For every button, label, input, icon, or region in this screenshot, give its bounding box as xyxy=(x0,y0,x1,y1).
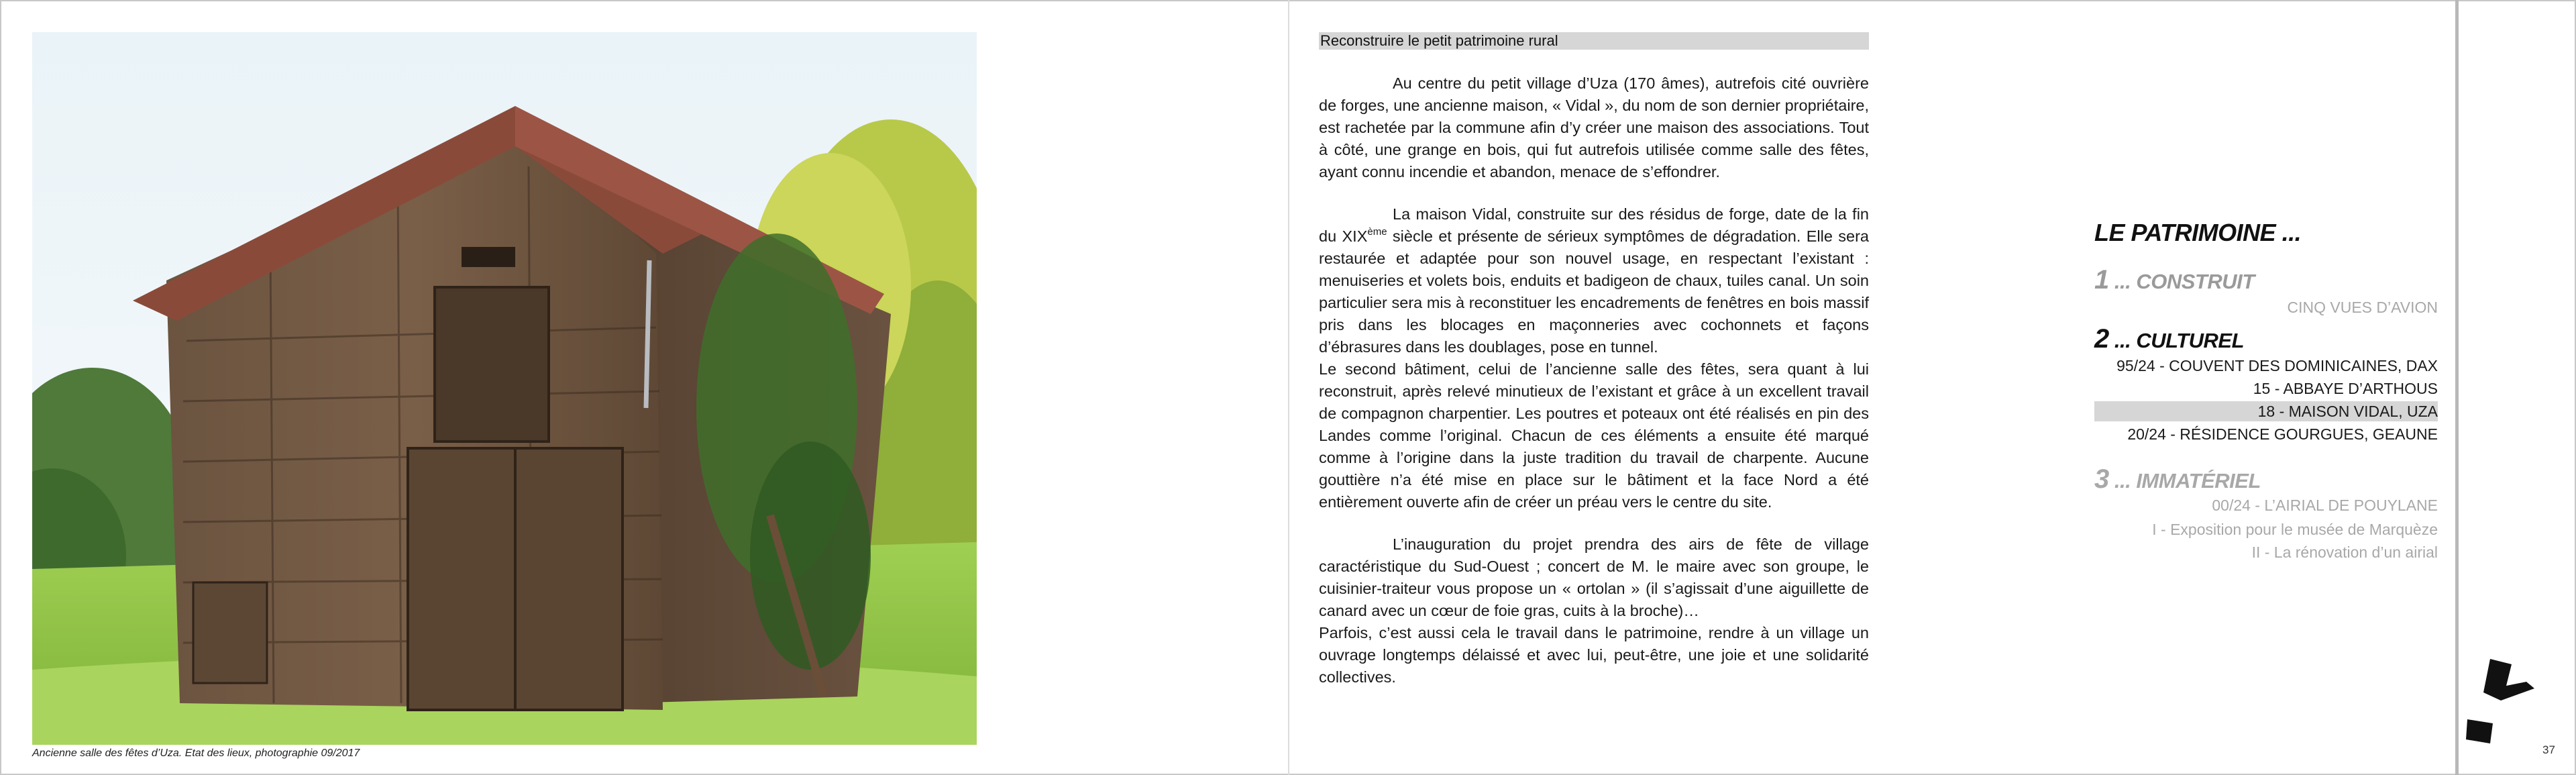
toc-item[interactable]: 20/24 - RÉSIDENCE GOURGUES, GEAUNE xyxy=(2127,425,2438,443)
toc-item[interactable]: 15 - ABBAYE D’ARTHOUS xyxy=(2253,380,2438,397)
toc-item[interactable]: 00/24 - L’AIRIAL DE POUYLANE xyxy=(2212,497,2438,514)
paragraph-2 xyxy=(1319,203,1869,358)
toc-section-3-label: ... IMMATÉRIEL xyxy=(2108,469,2261,493)
toc-item[interactable]: 95/24 - COUVENT DES DOMINICAINES, DAX xyxy=(2116,357,2438,374)
superscript-eme: ème xyxy=(1367,226,1387,238)
toc-item[interactable]: I - Exposition pour le musée de Marquèze xyxy=(2152,521,2438,538)
toc-title: LE PATRIMOINE ... xyxy=(2094,219,2302,246)
toc-item[interactable]: CINQ VUES D’AVION xyxy=(2287,299,2438,316)
paragraph-1: Au centre du petit village d’Uza (170 âmes), autrefois cité ouvrière de forges, une ancienne maison, « Vidal », du nom de son dernier propriétaire, est rachetée par la commune afin d’y créer une maison des associations. Tout à côté, une grange en bois, qui fut autrefois utilisée comme salle des fêtes, ayant connu incendie et abandon, menace de s’effondrer. xyxy=(1319,74,1869,180)
article-body xyxy=(1319,72,1869,688)
paragraph-4: L’inauguration du projet prendra des airs de fête de village caractéristique du Sud-Ouest ; concert de M. le maire avec son groupe, le cuisinier-traiteur vous propose un « ortolan » (il s’agissait d’une aiguillette de canard avec un cœur de foie gras, cuits à la broche)… xyxy=(1319,535,1869,619)
toc-section-1-number: 1 xyxy=(2094,265,2109,295)
toc-item[interactable]: II - La rénovation d’un airial xyxy=(2251,544,2438,561)
toc-section-2-label: ... CULTUREL xyxy=(2108,329,2245,352)
page-fold xyxy=(1288,0,1289,775)
publisher-logo-icon xyxy=(2466,659,2546,746)
toc-section-2-number: 2 xyxy=(2094,324,2109,354)
toc-section-3-number: 3 xyxy=(2094,464,2109,494)
toc-section-2[interactable] xyxy=(2094,324,2244,354)
paragraph-3: Le second bâtiment, celui de l’ancienne salle des fêtes, sera quant à lui reconstruit, après relevé minutieux de l’existant et grâce à un excellent travail de compagnon charpentier. Les poutres et poteaux ont été réalisés en pin des Landes comme l’original. Chacun de ces éléments a ensuite été marqué comme à l’origine dans la juste tradition du travail de charpente. Aucune gouttière n’a été mise en place sur le bâtiment et la face Nord a été entièrement ouverte afin de créer un préau vers le centre du site. xyxy=(1319,360,1869,511)
toc-item-current[interactable]: 18 - MAISON VIDAL, UZA xyxy=(2257,403,2438,420)
section-title: Reconstruire le petit patrimoine rural xyxy=(1319,32,1869,50)
paragraph-5: Parfois, c’est aussi cela le travail dans le patrimoine, rendre à un village un ouvrage longtemps délaissé et avec lui, peut-être, une joie et une solidarité collectives. xyxy=(1319,624,1869,686)
toc-section-3[interactable] xyxy=(2094,464,2261,495)
page-number: 37 xyxy=(2542,743,2555,756)
toc-section-1-label: ... CONSTRUIT xyxy=(2108,270,2255,293)
paragraph-2-start: La maison Vidal, construite sur des résidus de forge, date de la fin du XIX xyxy=(1319,205,1869,245)
photo-caption: Ancienne salle des fêtes d’Uza. Etat des lieux, photographie 09/2017 xyxy=(32,747,360,759)
barn-photograph xyxy=(32,32,977,745)
right-margin-bar xyxy=(2455,0,2459,775)
toc-section-1[interactable] xyxy=(2094,265,2255,295)
paragraph-2-end: siècle et présente de sérieux symptômes de dégradation. Elle sera restaurée et adaptée pour son nouvel usage, en respectant l’existant : menuiseries et volets bois, enduits et badigeon de chaux, tuiles canal. Un soin particulier sera mis à reconstituer les encadrements de fenêtres en bois massif pris dans les blocages en maçonneries avec cochonnets et façons d’ébrasures dans les doublages, pose en tunnel. xyxy=(1319,227,1869,356)
